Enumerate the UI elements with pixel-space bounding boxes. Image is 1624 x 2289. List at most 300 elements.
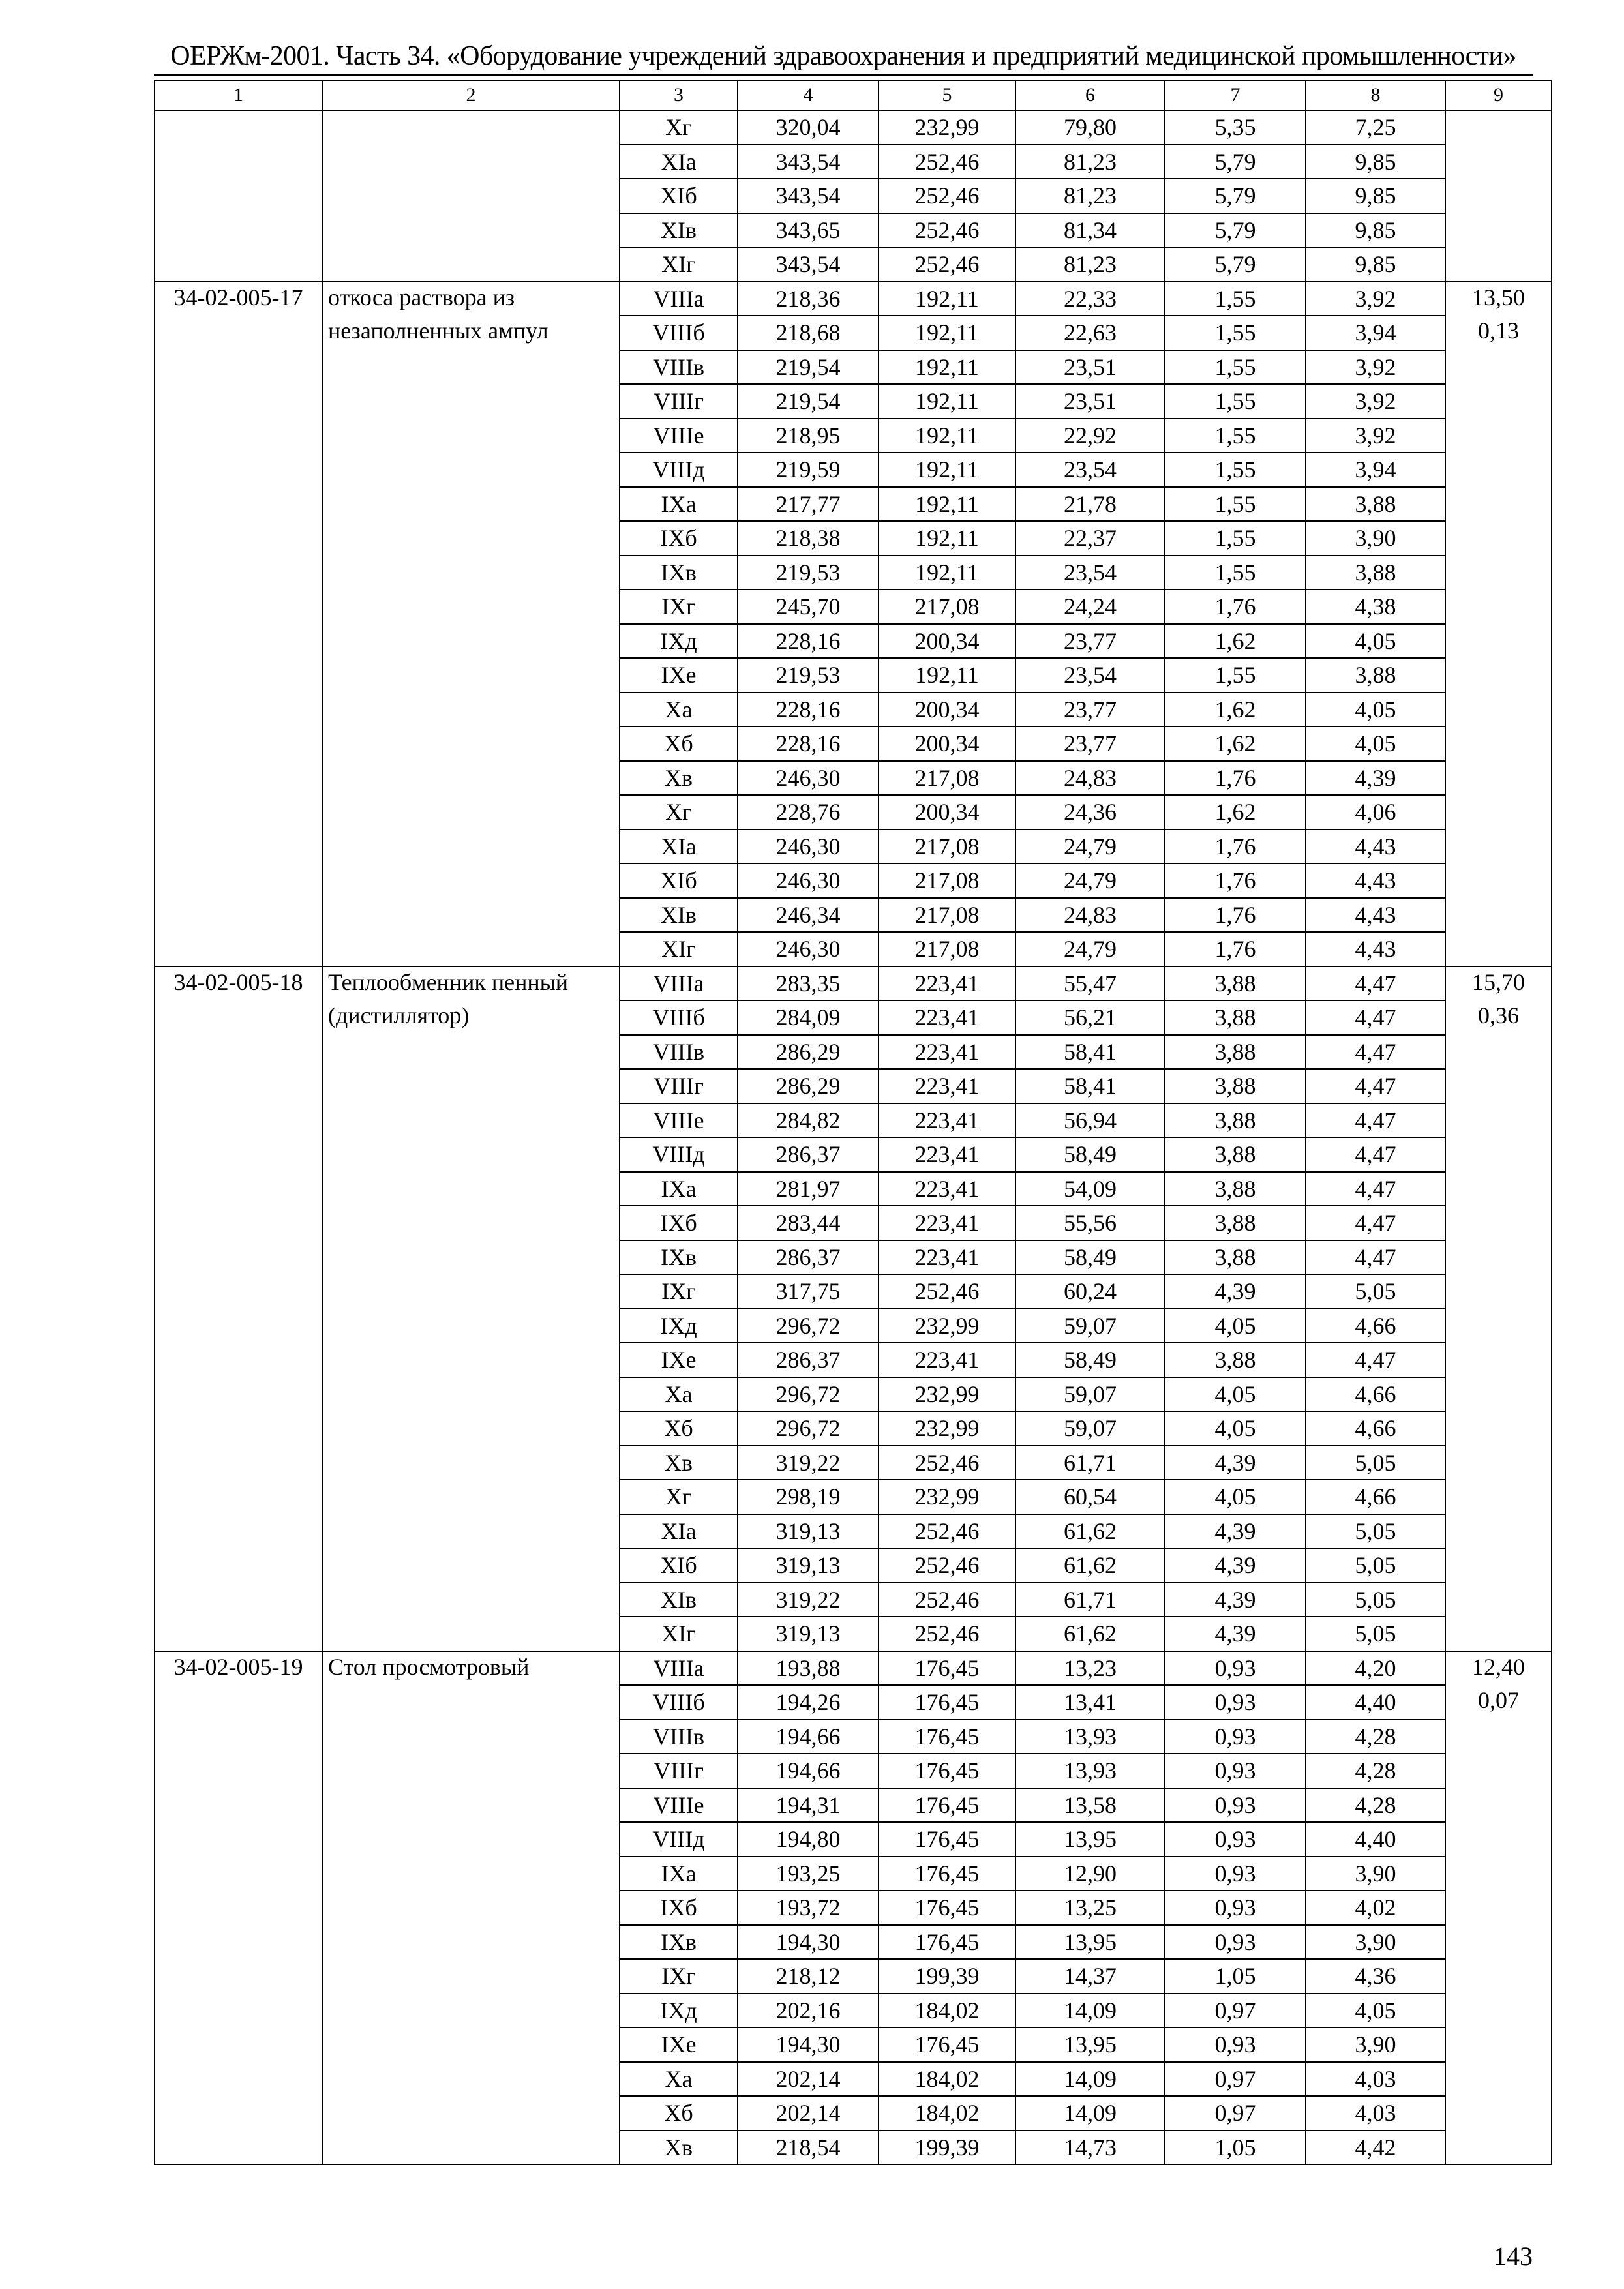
value-cell: 223,41 xyxy=(879,1343,1015,1377)
value-cell: 218,95 xyxy=(738,419,879,453)
empty-cell xyxy=(1445,658,1552,693)
value-cell: 14,37 xyxy=(1015,1959,1165,1994)
item-name-cell xyxy=(322,1343,620,1377)
value-cell: 218,12 xyxy=(738,1959,879,1994)
value-cell: 23,77 xyxy=(1015,624,1165,659)
value-cell: 22,92 xyxy=(1015,419,1165,453)
item-code-cell xyxy=(155,1240,322,1275)
value-cell: 246,30 xyxy=(738,932,879,966)
item-code-cell xyxy=(155,898,322,933)
value-cell: 1,55 xyxy=(1165,419,1306,453)
item-name-cell xyxy=(322,1994,620,2028)
value-cell: 4,05 xyxy=(1306,693,1445,727)
item-code-cell xyxy=(155,1548,322,1583)
zone-cell: XIг xyxy=(620,247,738,282)
value-cell: 4,05 xyxy=(1306,624,1445,659)
value-cell: 252,46 xyxy=(879,1274,1015,1309)
empty-cell xyxy=(1445,1994,1552,2028)
value-cell: 58,49 xyxy=(1015,1240,1165,1275)
value-cell: 252,46 xyxy=(879,213,1015,248)
value-cell: 4,66 xyxy=(1306,1309,1445,1343)
item-code-cell xyxy=(155,1069,322,1103)
empty-cell xyxy=(1445,521,1552,556)
table-row xyxy=(155,282,1552,316)
item-name-cell xyxy=(322,179,620,213)
value-cell: 1,76 xyxy=(1165,830,1306,864)
item-code-cell xyxy=(155,453,322,487)
value-cell: 184,02 xyxy=(879,2096,1015,2131)
empty-cell xyxy=(1445,795,1552,830)
item-code-cell xyxy=(155,693,322,727)
value-cell: 317,75 xyxy=(738,1274,879,1309)
value-cell: 246,34 xyxy=(738,898,879,933)
item-name-cell xyxy=(322,1685,620,1720)
empty-cell xyxy=(1445,590,1552,624)
item-code-cell: 34-02-005-17 xyxy=(155,282,322,316)
value-cell: 200,34 xyxy=(879,624,1015,659)
item-name-cell xyxy=(322,590,620,624)
value-cell: 319,13 xyxy=(738,1617,879,1651)
item-code-cell xyxy=(155,590,322,624)
value-cell: 3,94 xyxy=(1306,316,1445,350)
item-name-cell xyxy=(322,556,620,590)
value-cell: 193,72 xyxy=(738,1891,879,1925)
value-cell: 1,76 xyxy=(1165,932,1306,966)
value-cell: 56,21 xyxy=(1015,1000,1165,1035)
empty-cell xyxy=(1445,1343,1552,1377)
table-row xyxy=(155,1891,1552,1925)
value-cell: 13,95 xyxy=(1015,1925,1165,1960)
value-cell: 58,41 xyxy=(1015,1035,1165,1070)
item-name-cell xyxy=(322,1617,620,1651)
value-cell: 232,99 xyxy=(879,1309,1015,1343)
value-cell: 252,46 xyxy=(879,247,1015,282)
item-code-cell xyxy=(155,247,322,282)
item-name-cell xyxy=(322,487,620,522)
item-code-cell xyxy=(155,110,322,145)
value-cell: 1,62 xyxy=(1165,624,1306,659)
value-cell: 4,05 xyxy=(1165,1309,1306,1343)
empty-cell xyxy=(1445,1720,1552,1754)
value-cell: 24,79 xyxy=(1015,932,1165,966)
item-name-cell xyxy=(322,1583,620,1617)
value-cell: 4,05 xyxy=(1165,1377,1306,1412)
item-code-cell xyxy=(155,419,322,453)
value-cell: 5,79 xyxy=(1165,179,1306,213)
value-cell: 3,92 xyxy=(1306,384,1445,419)
value-cell: 4,47 xyxy=(1306,1240,1445,1275)
item-name-cell xyxy=(322,761,620,796)
value-cell: 246,30 xyxy=(738,761,879,796)
value-cell: 4,03 xyxy=(1306,2096,1445,2131)
item-name-cell xyxy=(322,1103,620,1138)
value-cell: 9,85 xyxy=(1306,213,1445,248)
value-cell: 3,90 xyxy=(1306,2027,1445,2062)
value-cell: 4,66 xyxy=(1306,1411,1445,1446)
value-cell: 24,83 xyxy=(1015,761,1165,796)
zone-cell: IXа xyxy=(620,1172,738,1206)
value-cell: 21,78 xyxy=(1015,487,1165,522)
value-cell: 298,19 xyxy=(738,1480,879,1514)
value-cell: 58,41 xyxy=(1015,1069,1165,1103)
value-cell: 4,47 xyxy=(1306,1103,1445,1138)
value-cell: 1,62 xyxy=(1165,795,1306,830)
empty-cell xyxy=(1445,1172,1552,1206)
table-row xyxy=(155,1754,1552,1788)
value-cell: 219,59 xyxy=(738,453,879,487)
zone-cell: Xв xyxy=(620,1446,738,1480)
value-cell: 228,16 xyxy=(738,693,879,727)
table-row xyxy=(155,213,1552,248)
item-name-cell: Стол просмотровый xyxy=(322,1651,620,1686)
item-name-cell xyxy=(322,863,620,898)
value-cell: 343,65 xyxy=(738,213,879,248)
total-cell: 13,50 xyxy=(1445,282,1552,316)
column-number-cell: 5 xyxy=(879,80,1015,110)
value-cell: 4,39 xyxy=(1165,1548,1306,1583)
value-cell: 246,30 xyxy=(738,863,879,898)
item-code-cell xyxy=(155,556,322,590)
value-cell: 286,29 xyxy=(738,1069,879,1103)
zone-cell: Xг xyxy=(620,795,738,830)
value-cell: 4,66 xyxy=(1306,1480,1445,1514)
value-cell: 81,23 xyxy=(1015,179,1165,213)
value-cell: 343,54 xyxy=(738,145,879,179)
value-cell: 79,80 xyxy=(1015,110,1165,145)
item-code-cell: 34-02-005-18 xyxy=(155,966,322,1001)
value-cell: 1,55 xyxy=(1165,453,1306,487)
value-cell: 3,88 xyxy=(1306,658,1445,693)
value-cell: 4,40 xyxy=(1306,1685,1445,1720)
table-row xyxy=(155,1172,1552,1206)
item-name-cell xyxy=(322,247,620,282)
empty-cell xyxy=(1445,1891,1552,1925)
table-row xyxy=(155,1617,1552,1651)
value-cell: 219,54 xyxy=(738,384,879,419)
value-cell: 0,93 xyxy=(1165,1891,1306,1925)
zone-cell: IXе xyxy=(620,658,738,693)
value-cell: 22,33 xyxy=(1015,282,1165,316)
value-cell: 343,54 xyxy=(738,179,879,213)
zone-cell: IXб xyxy=(620,1891,738,1925)
table-row xyxy=(155,1548,1552,1583)
item-name-cell xyxy=(322,624,620,659)
value-cell: 13,95 xyxy=(1015,2027,1165,2062)
empty-cell xyxy=(1445,693,1552,727)
value-cell: 3,94 xyxy=(1306,453,1445,487)
empty-cell xyxy=(1445,110,1552,145)
table-row xyxy=(155,179,1552,213)
empty-cell xyxy=(1445,179,1552,213)
empty-cell xyxy=(1445,487,1552,522)
value-cell: 4,05 xyxy=(1165,1411,1306,1446)
value-cell: 13,95 xyxy=(1015,1822,1165,1857)
zone-cell: Xв xyxy=(620,2131,738,2165)
empty-cell xyxy=(1445,830,1552,864)
item-code-cell xyxy=(155,1857,322,1891)
item-name-cell xyxy=(322,1309,620,1343)
value-cell: 194,31 xyxy=(738,1788,879,1823)
value-cell: 23,54 xyxy=(1015,453,1165,487)
item-code-cell xyxy=(155,761,322,796)
item-name-cell: незаполненных ампул xyxy=(322,316,620,350)
zone-cell: Xб xyxy=(620,2096,738,2131)
value-cell: 14,09 xyxy=(1015,2096,1165,2131)
empty-cell xyxy=(1445,1103,1552,1138)
table-row xyxy=(155,1035,1552,1070)
value-cell: 252,46 xyxy=(879,1548,1015,1583)
item-code-cell xyxy=(155,2027,322,2062)
item-code-cell xyxy=(155,1206,322,1240)
value-cell: 252,46 xyxy=(879,1617,1015,1651)
value-cell: 3,88 xyxy=(1306,487,1445,522)
item-name-cell xyxy=(322,932,620,966)
table-row xyxy=(155,966,1552,1001)
value-cell: 0,93 xyxy=(1165,1754,1306,1788)
value-cell: 81,23 xyxy=(1015,145,1165,179)
value-cell: 22,63 xyxy=(1015,316,1165,350)
item-name-cell xyxy=(322,1274,620,1309)
value-cell: 1,62 xyxy=(1165,726,1306,761)
table-row xyxy=(155,1788,1552,1823)
value-cell: 194,80 xyxy=(738,1822,879,1857)
item-name-cell xyxy=(322,1480,620,1514)
zone-cell: XIб xyxy=(620,1548,738,1583)
item-code-cell xyxy=(155,932,322,966)
value-cell: 3,88 xyxy=(1165,1206,1306,1240)
table-row xyxy=(155,1994,1552,2028)
item-code-cell xyxy=(155,2062,322,2097)
value-cell: 217,77 xyxy=(738,487,879,522)
item-code-cell xyxy=(155,1514,322,1549)
empty-cell xyxy=(1445,1857,1552,1891)
item-code-cell xyxy=(155,658,322,693)
value-cell: 0,93 xyxy=(1165,1651,1306,1686)
value-cell: 246,30 xyxy=(738,830,879,864)
zone-cell: VIIIб xyxy=(620,1685,738,1720)
item-name-cell xyxy=(322,1411,620,1446)
zone-cell: IXе xyxy=(620,1343,738,1377)
value-cell: 60,24 xyxy=(1015,1274,1165,1309)
value-cell: 218,68 xyxy=(738,316,879,350)
value-cell: 217,08 xyxy=(879,830,1015,864)
value-cell: 3,92 xyxy=(1306,419,1445,453)
item-name-cell xyxy=(322,1377,620,1412)
value-cell: 1,05 xyxy=(1165,2131,1306,2165)
value-cell: 192,11 xyxy=(879,521,1015,556)
value-cell: 199,39 xyxy=(879,2131,1015,2165)
item-name-cell xyxy=(322,145,620,179)
table-row xyxy=(155,1480,1552,1514)
item-code-cell xyxy=(155,1103,322,1138)
item-name-cell xyxy=(322,1822,620,1857)
value-cell: 223,41 xyxy=(879,1035,1015,1070)
value-cell: 200,34 xyxy=(879,795,1015,830)
empty-cell xyxy=(1445,384,1552,419)
table-row xyxy=(155,795,1552,830)
empty-cell xyxy=(1445,1309,1552,1343)
zone-cell: Xг xyxy=(620,1480,738,1514)
value-cell: 81,23 xyxy=(1015,247,1165,282)
value-cell: 223,41 xyxy=(879,1069,1015,1103)
value-cell: 252,46 xyxy=(879,1446,1015,1480)
value-cell: 4,28 xyxy=(1306,1788,1445,1823)
value-cell: 13,23 xyxy=(1015,1651,1165,1686)
value-cell: 223,41 xyxy=(879,1206,1015,1240)
value-cell: 252,46 xyxy=(879,179,1015,213)
value-cell: 192,11 xyxy=(879,556,1015,590)
empty-cell xyxy=(1445,247,1552,282)
empty-cell xyxy=(1445,1959,1552,1994)
value-cell: 281,97 xyxy=(738,1172,879,1206)
item-code-cell xyxy=(155,145,322,179)
table-row xyxy=(155,1103,1552,1138)
value-cell: 4,20 xyxy=(1306,1651,1445,1686)
value-cell: 176,45 xyxy=(879,1857,1015,1891)
zone-cell: IXг xyxy=(620,1274,738,1309)
value-cell: 5,05 xyxy=(1306,1514,1445,1549)
item-name-cell xyxy=(322,1788,620,1823)
value-cell: 24,79 xyxy=(1015,830,1165,864)
value-cell: 61,71 xyxy=(1015,1583,1165,1617)
table-row xyxy=(155,2062,1552,2097)
item-code-cell xyxy=(155,830,322,864)
item-name-cell xyxy=(322,1172,620,1206)
value-cell: 3,90 xyxy=(1306,521,1445,556)
zone-cell: IXа xyxy=(620,487,738,522)
value-cell: 1,05 xyxy=(1165,1959,1306,1994)
item-code-cell xyxy=(155,1035,322,1070)
value-cell: 4,39 xyxy=(1165,1617,1306,1651)
item-code-cell xyxy=(155,1891,322,1925)
value-cell: 14,09 xyxy=(1015,2062,1165,2097)
table-row xyxy=(155,1137,1552,1172)
table-row xyxy=(155,1240,1552,1275)
empty-cell xyxy=(1445,419,1552,453)
value-cell: 319,22 xyxy=(738,1446,879,1480)
zone-cell: VIIIе xyxy=(620,1103,738,1138)
value-cell: 176,45 xyxy=(879,1788,1015,1823)
empty-cell xyxy=(1445,1754,1552,1788)
value-cell: 0,93 xyxy=(1165,1720,1306,1754)
empty-cell xyxy=(1445,761,1552,796)
zone-cell: VIIIг xyxy=(620,384,738,419)
zone-cell: XIг xyxy=(620,1617,738,1651)
table-row xyxy=(155,726,1552,761)
value-cell: 176,45 xyxy=(879,1651,1015,1686)
value-cell: 0,93 xyxy=(1165,1822,1306,1857)
value-cell: 7,25 xyxy=(1306,110,1445,145)
value-cell: 319,22 xyxy=(738,1583,879,1617)
value-cell: 217,08 xyxy=(879,863,1015,898)
item-name-cell xyxy=(322,795,620,830)
zone-cell: XIа xyxy=(620,1514,738,1549)
zone-cell: VIIIе xyxy=(620,419,738,453)
value-cell: 194,26 xyxy=(738,1685,879,1720)
value-cell: 217,08 xyxy=(879,898,1015,933)
value-cell: 320,04 xyxy=(738,110,879,145)
value-cell: 55,56 xyxy=(1015,1206,1165,1240)
item-code-cell xyxy=(155,487,322,522)
table-row xyxy=(155,1069,1552,1103)
value-cell: 4,40 xyxy=(1306,1822,1445,1857)
value-cell: 3,88 xyxy=(1165,1035,1306,1070)
value-cell: 3,88 xyxy=(1165,1240,1306,1275)
zone-cell: XIг xyxy=(620,932,738,966)
table-row xyxy=(155,247,1552,282)
value-cell: 319,13 xyxy=(738,1514,879,1549)
empty-cell xyxy=(1445,1925,1552,1960)
value-cell: 176,45 xyxy=(879,1685,1015,1720)
value-cell: 1,76 xyxy=(1165,898,1306,933)
zone-cell: Xб xyxy=(620,1411,738,1446)
empty-cell xyxy=(1445,726,1552,761)
empty-cell xyxy=(1445,1788,1552,1823)
value-cell: 1,55 xyxy=(1165,521,1306,556)
value-cell: 192,11 xyxy=(879,316,1015,350)
empty-cell xyxy=(1445,624,1552,659)
table-row xyxy=(155,453,1552,487)
value-cell: 194,30 xyxy=(738,1925,879,1960)
table-row xyxy=(155,1857,1552,1891)
table-row xyxy=(155,863,1552,898)
table-row xyxy=(155,658,1552,693)
value-cell: 3,92 xyxy=(1306,350,1445,385)
item-name-cell xyxy=(322,693,620,727)
item-name-cell xyxy=(322,2131,620,2165)
item-code-cell: 34-02-005-19 xyxy=(155,1651,322,1686)
empty-cell xyxy=(1445,932,1552,966)
value-cell: 0,97 xyxy=(1165,2062,1306,2097)
value-cell: 1,76 xyxy=(1165,863,1306,898)
value-cell: 3,88 xyxy=(1165,1069,1306,1103)
zone-cell: IXб xyxy=(620,1206,738,1240)
value-cell: 4,39 xyxy=(1165,1514,1306,1549)
value-cell: 58,49 xyxy=(1015,1343,1165,1377)
empty-cell xyxy=(1445,2027,1552,2062)
value-cell: 13,25 xyxy=(1015,1891,1165,1925)
value-cell: 1,55 xyxy=(1165,658,1306,693)
empty-cell xyxy=(1445,2096,1552,2131)
value-cell: 5,05 xyxy=(1306,1446,1445,1480)
item-code-cell xyxy=(155,350,322,385)
value-cell: 232,99 xyxy=(879,110,1015,145)
value-cell: 13,93 xyxy=(1015,1754,1165,1788)
item-name-cell: Теплообменник пенный xyxy=(322,966,620,1001)
value-cell: 55,47 xyxy=(1015,966,1165,1001)
value-cell: 286,37 xyxy=(738,1137,879,1172)
zone-cell: Xб xyxy=(620,726,738,761)
table-row xyxy=(155,350,1552,385)
empty-cell xyxy=(1445,1069,1552,1103)
table-row xyxy=(155,830,1552,864)
value-cell: 296,72 xyxy=(738,1309,879,1343)
empty-cell xyxy=(1445,1617,1552,1651)
zone-cell: XIб xyxy=(620,179,738,213)
zone-cell: VIIIв xyxy=(620,1720,738,1754)
value-cell: 23,51 xyxy=(1015,384,1165,419)
value-cell: 3,88 xyxy=(1165,1137,1306,1172)
value-cell: 219,54 xyxy=(738,350,879,385)
zone-cell: IXг xyxy=(620,1959,738,1994)
value-cell: 283,44 xyxy=(738,1206,879,1240)
value-cell: 0,97 xyxy=(1165,1994,1306,2028)
item-code-cell xyxy=(155,2131,322,2165)
value-cell: 217,08 xyxy=(879,590,1015,624)
empty-cell xyxy=(1445,453,1552,487)
item-name-cell xyxy=(322,1035,620,1070)
zone-cell: XIв xyxy=(620,213,738,248)
